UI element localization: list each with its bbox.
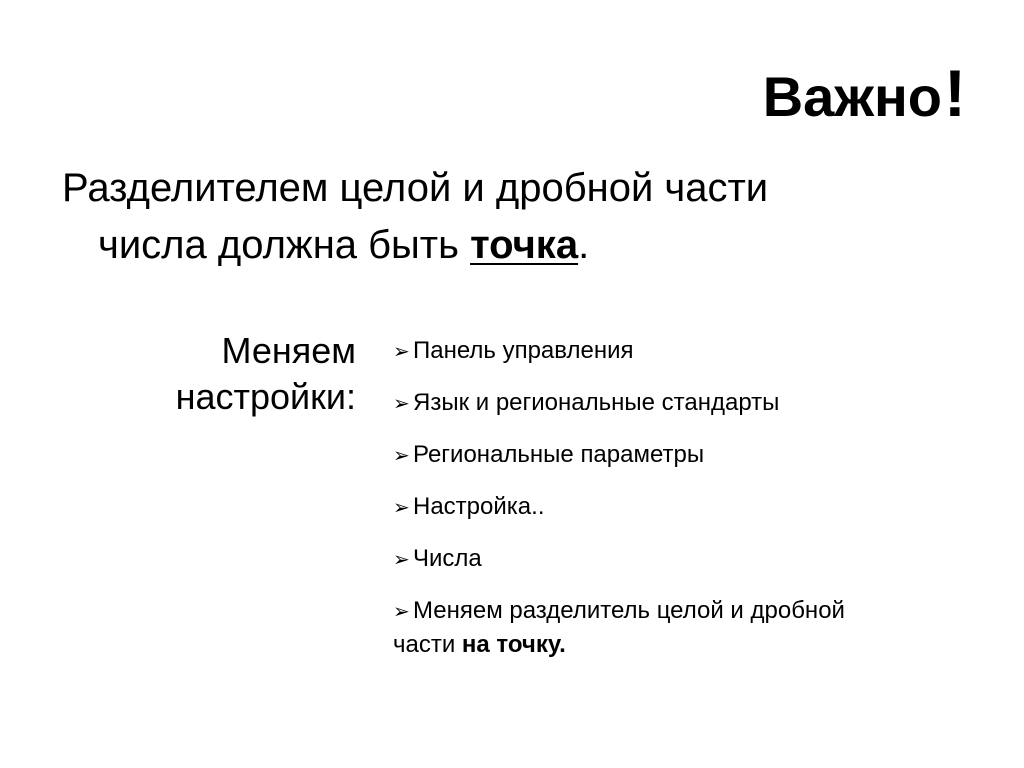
step-text: Числа [413, 545, 482, 572]
list-item [393, 490, 893, 524]
main-statement [62, 160, 962, 274]
arrow-bullet-icon: ➢ [393, 443, 410, 467]
list-item [393, 334, 893, 368]
title-text: Важно [762, 65, 943, 128]
statement-line2-suffix: . [578, 223, 590, 267]
arrow-bullet-icon: ➢ [393, 391, 410, 415]
settings-label [130, 328, 356, 420]
arrow-bullet-icon: ➢ [393, 495, 410, 519]
title-exclamation: ! [944, 56, 966, 130]
statement-line2 [62, 217, 962, 274]
slide-title [762, 56, 966, 130]
list-item [393, 386, 893, 420]
statement-line2-prefix: числа должна быть [98, 223, 471, 267]
settings-steps-list [393, 334, 893, 680]
list-item [393, 542, 893, 576]
list-item [393, 594, 893, 662]
step-text-bold: на точку. [461, 631, 566, 658]
step-text: Настройка.. [413, 493, 545, 520]
settings-label-line2: настройки: [175, 376, 356, 417]
list-item [393, 438, 893, 472]
step-text: Региональные параметры [413, 441, 705, 468]
step-text: Панель управления [413, 337, 634, 364]
statement-line1: Разделителем целой и дробной части [62, 166, 769, 210]
arrow-bullet-icon: ➢ [393, 339, 410, 363]
arrow-bullet-icon: ➢ [393, 599, 410, 623]
step-text: Меняем разделитель целой и дробной части [393, 597, 845, 658]
step-text: Язык и региональные стандарты [413, 389, 780, 416]
statement-emphasis: точка [470, 223, 579, 267]
settings-label-line1: Меняем [221, 330, 356, 371]
arrow-bullet-icon: ➢ [393, 547, 410, 571]
